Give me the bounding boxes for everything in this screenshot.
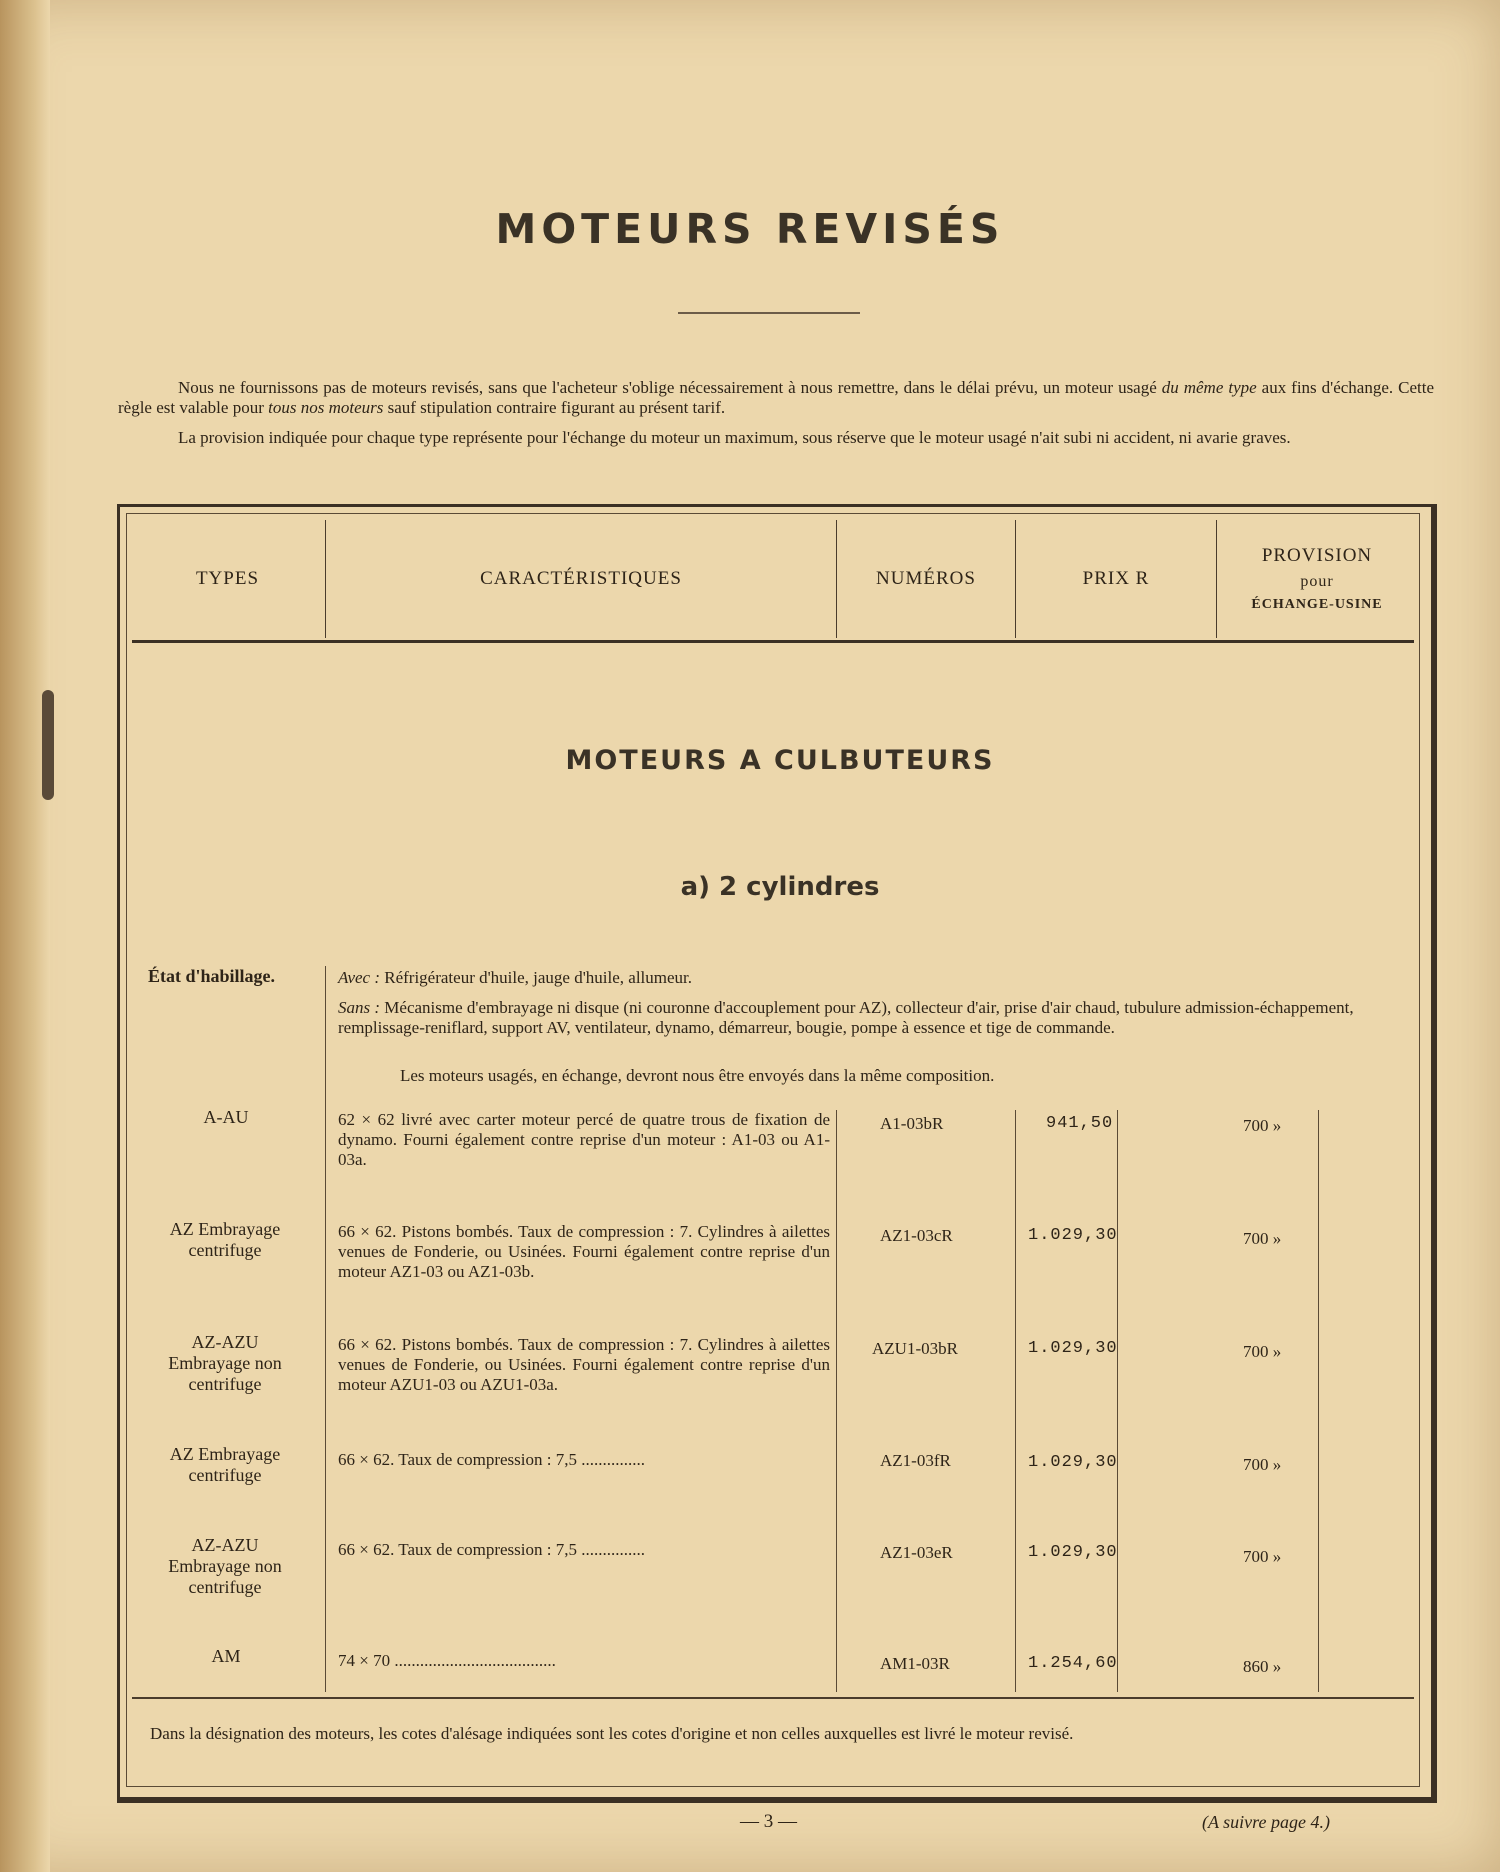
- row-5-type: AZ-AZU Embrayage non centrifuge: [168, 1535, 282, 1597]
- column-divider: [836, 1110, 837, 1692]
- row-6-prix: 1.254,60: [1028, 1654, 1118, 1673]
- page-title: MOTEURS REVISÉS: [495, 205, 1005, 253]
- footnote-rule: [132, 1697, 1414, 1699]
- row-5-caract: 66 × 62. Taux de compression : 7,5 ...............: [338, 1540, 645, 1559]
- page-number: — 3 —: [740, 1811, 797, 1832]
- intro-paragraph-1: Nous ne fournissons pas de moteurs revisés, sans que l'acheteur s'oblige nécessairement à nous remettre, dans le délai prévu, un moteur usagé du même type aux fins d'échange. Cette règle est valable pour tous nos moteurs sauf stipulation contraire figurant au présent tarif.: [118, 378, 1434, 417]
- row-2-caract: 66 × 62. Pistons bombés. Taux de compression : 7. Cylindres à ailettes venues de Fonderie, ou Usinées. Fourni également contre reprise d'un moteur AZ1-03 ou AZ1-03b.: [338, 1222, 830, 1281]
- intro-paragraph-2: La provision indiquée pour chaque type représente pour l'échange du moteur un maximum, sous réserve que le moteur usagé n'ait subi ni accident, ni avarie graves.: [178, 428, 1291, 447]
- header-provision-line2: pour: [1300, 573, 1334, 590]
- header-rule: [132, 640, 1414, 643]
- column-divider: [1117, 1110, 1118, 1692]
- header-caracteristiques: CARACTÉRISTIQUES: [480, 568, 682, 589]
- continuation-note: (A suivre page 4.): [1202, 1812, 1330, 1832]
- row-3-type: AZ-AZU Embrayage non centrifuge: [168, 1332, 282, 1394]
- row-1-caract: 62 × 62 livré avec carter moteur percé de quatre trous de fixation de dynamo. Fourni également contre reprise d'un moteur : A1-03 ou A1-03a.: [338, 1110, 830, 1169]
- etat-note: Les moteurs usagés, en échange, devront nous être envoyés dans la même composition.: [400, 1066, 995, 1085]
- header-provision-line3: ÉCHANGE-USINE: [1251, 597, 1383, 612]
- row-1-type: A-AU: [203, 1107, 249, 1127]
- row-2-prix: 1.029,30: [1028, 1226, 1118, 1245]
- sans-label: Sans :: [338, 998, 381, 1017]
- column-divider: [1015, 1110, 1016, 1692]
- row-6-caract: 74 × 70 ......................................: [338, 1651, 556, 1670]
- row-1-numero: A1-03bR: [880, 1114, 944, 1133]
- row-4-numero: AZ1-03fR: [880, 1451, 951, 1470]
- row-1-prix: 941,50: [1046, 1114, 1114, 1133]
- header-provision: [1217, 520, 1417, 638]
- header-numeros: NUMÉROS: [876, 568, 976, 589]
- title-divider: [678, 312, 860, 314]
- row-3-prix: 1.029,30: [1028, 1339, 1118, 1358]
- row-6-type: AM: [211, 1646, 241, 1666]
- etat-sans: [338, 998, 1398, 1038]
- binding-spine: [0, 0, 50, 1872]
- section-title: MOTEURS A CULBUTEURS: [565, 745, 995, 776]
- column-divider: [1318, 1110, 1319, 1692]
- row-2-type: AZ Embrayage centrifuge: [169, 1219, 281, 1260]
- row-3-numero: AZU1-03bR: [872, 1339, 958, 1358]
- etat-label: État d'habillage.: [148, 966, 276, 986]
- row-3-provision: 700 »: [1243, 1342, 1282, 1361]
- header-provision-line1: PROVISION: [1261, 545, 1373, 566]
- row-4-provision: 700 »: [1243, 1455, 1282, 1474]
- row-5-provision: 700 »: [1243, 1547, 1282, 1566]
- header-types: TYPES: [195, 568, 260, 589]
- row-4-caract: 66 × 62. Taux de compression : 7,5 ...............: [338, 1450, 645, 1469]
- row-2-numero: AZ1-03cR: [880, 1226, 953, 1245]
- row-5-prix: 1.029,30: [1028, 1543, 1118, 1562]
- row-4-type: AZ Embrayage centrifuge: [169, 1444, 281, 1485]
- avec-text: Réfrigérateur d'huile, jauge d'huile, allumeur.: [384, 968, 693, 987]
- row-4-prix: 1.029,30: [1028, 1453, 1118, 1472]
- row-3-caract: 66 × 62. Pistons bombés. Taux de compression : 7. Cylindres à ailettes venues de Fonderie, ou Usinées. Fourni également contre reprise d'un moteur AZU1-03 ou AZU1-03a.: [338, 1335, 830, 1394]
- etat-avec: [338, 968, 1398, 988]
- header-prix: PRIX R: [1082, 568, 1150, 589]
- row-1-provision: 700 »: [1243, 1116, 1282, 1135]
- sans-text: Mécanisme d'embrayage ni disque (ni couronne d'accouplement pour AZ), collecteur d'air, prise d'air chaud, tubulure admission-échappement, remplissage-reniflard, support AV, ventilateur, dynamo, démarreur, bougie, pompe à essence et tige de commande.: [338, 998, 1354, 1037]
- subsection-title: a) 2 cylindres: [680, 872, 880, 902]
- column-divider: [325, 966, 326, 1692]
- footnote: Dans la désignation des moteurs, les cotes d'alésage indiquées sont les cotes d'origine et non celles auxquelles est livré le moteur revisé.: [150, 1724, 1074, 1743]
- row-6-provision: 860 »: [1243, 1657, 1282, 1676]
- row-5-numero: AZ1-03eR: [880, 1543, 953, 1562]
- row-2-provision: 700 »: [1243, 1229, 1282, 1248]
- avec-label: Avec :: [338, 968, 380, 987]
- row-6-numero: AM1-03R: [880, 1654, 950, 1673]
